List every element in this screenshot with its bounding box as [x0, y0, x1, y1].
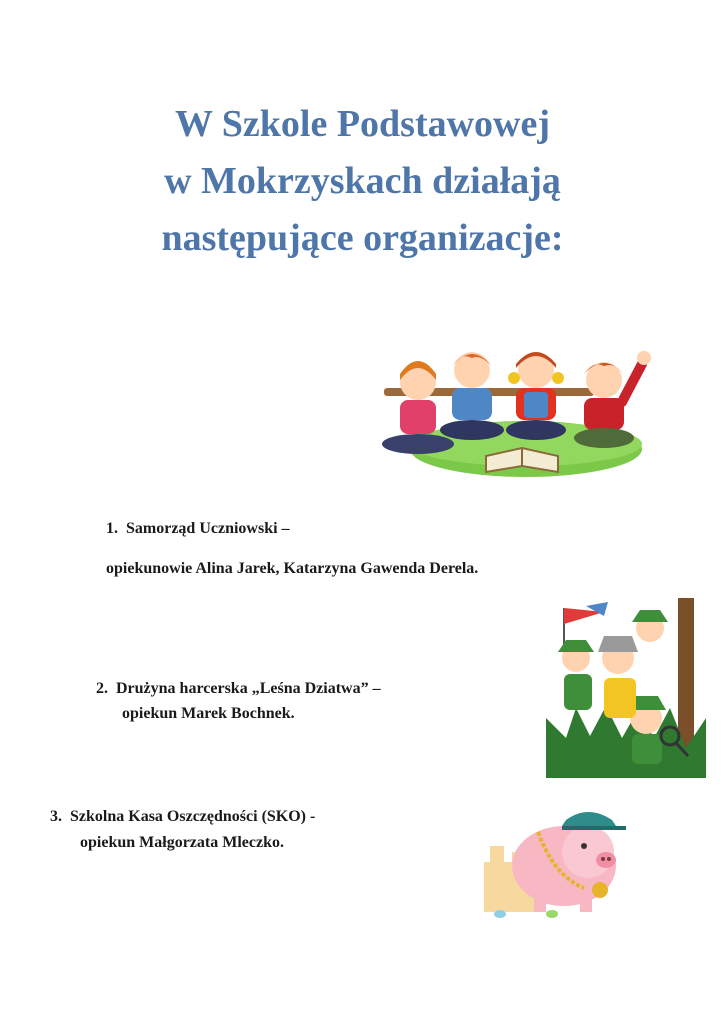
item-3-name: Szkolna Kasa Oszczędności (SKO) -: [70, 808, 316, 825]
list-item-2: [96, 680, 381, 698]
item-2-name: Drużyna harcerska „Leśna Dziatwa” –: [116, 680, 381, 697]
scouts-illustration: [546, 598, 706, 778]
piggy-bank-illustration: [476, 796, 636, 920]
item-2-number: 2.: [96, 680, 108, 697]
page-title: [0, 96, 725, 267]
title-line-1: W Szkole Podstawowej: [174, 103, 551, 145]
item-3-caretakers: opiekun Małgorzata Mleczko.: [80, 834, 284, 851]
list-item-1: [106, 520, 290, 538]
list-item-3: [50, 808, 315, 826]
item-2-caretakers: opiekun Marek Bochnek.: [122, 705, 295, 722]
item-3-number: 3.: [50, 808, 62, 825]
item-1-number: 1.: [106, 520, 118, 537]
item-1-caretakers: opiekunowie Alina Jarek, Katarzyna Gawenda Derela.: [106, 560, 479, 577]
title-line-2: w Mokrzyskach działają: [164, 160, 561, 202]
title-line-3: następujące organizacje:: [161, 217, 564, 259]
item-1-name: Samorząd Uczniowski –: [126, 520, 290, 537]
children-reading-illustration: [376, 344, 658, 484]
